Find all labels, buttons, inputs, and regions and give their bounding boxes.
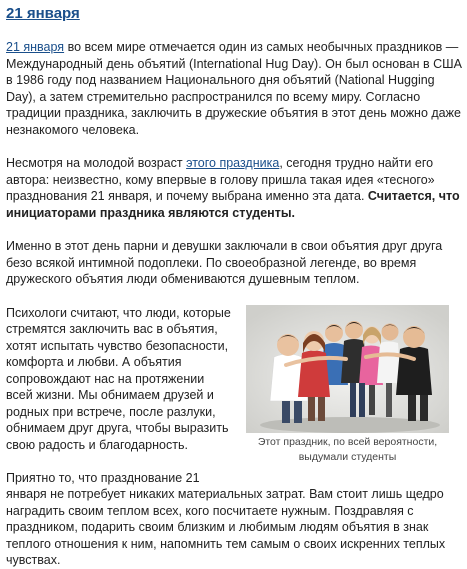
holiday-link[interactable]: этого праздника xyxy=(186,156,280,170)
title-link[interactable]: 21 января xyxy=(6,5,80,22)
paragraph-psychologists: Психологи считают, что люди, которые стремятся заключить вас в объятия, хотят испытать чувство безопасности, комфорта и любви. А объятия сопровождают нас на протяжении всей жизни. Мы обнимаем друзей и родных при встрече, после разлуки, обнимаем друг друга, чтобы выразить свою радость и благодарность. xyxy=(6,305,231,452)
article-title xyxy=(6,4,462,24)
paragraph-conclusion xyxy=(6,470,462,569)
paragraph-intro-text: во всем мире отмечается один из самых необычных праздников — Международный день объятий (International Hug Day). Он был основан в США в 1986 году под названием Национального дня объятий (National Hugging Day), а затем стремительно распространился по всему миру. Согласно традиции праздника, заключить в дружеские объятия в этот день можно даже незнакомого человека. xyxy=(6,40,462,137)
paragraph-legend: Именно в этот день парни и девушки заключали в свои объятия друг друга безо всякой интимной подоплеки. По своеобразной легенде, во время дружеского объятия люди обмениваются душевным теплом. xyxy=(6,239,443,286)
photo-caption: Этот праздник, по всей вероятности, выдумали студенты xyxy=(257,435,438,463)
date-link[interactable]: 21 января xyxy=(6,40,65,54)
students-photo xyxy=(246,305,449,433)
paragraph-conclusion-first-line: Приятно то, что празднование 21 xyxy=(6,470,200,485)
article xyxy=(6,0,462,569)
photo-figure xyxy=(246,305,449,465)
paragraph-conclusion-text: января не потребует никаких материальных затрат. Вам стоит лишь щедро наградить своим теплом всех, кого посчитаете нужным. Поздравляя с праздником, подарить своим близким и любимым людям объятия в знак теплого отношения к ним, напомнить тем самым о своих искренних теплых чувствах. xyxy=(6,487,446,567)
paragraph-origin xyxy=(6,155,462,221)
paragraph-origin-bold: Считается, что инициаторами праздника являются студенты. xyxy=(6,189,460,220)
paragraph-with-figure xyxy=(6,305,462,463)
paragraph-origin-after: , сегодня трудно найти его автора: неизвестно, кому впервые в голову пришла такая идея «тесного» празднования 21 января, и почему выбрана именно эта дата. xyxy=(6,156,435,203)
paragraph-intro xyxy=(6,39,462,138)
paragraph-origin-before: Несмотря на молодой возраст xyxy=(6,156,187,170)
